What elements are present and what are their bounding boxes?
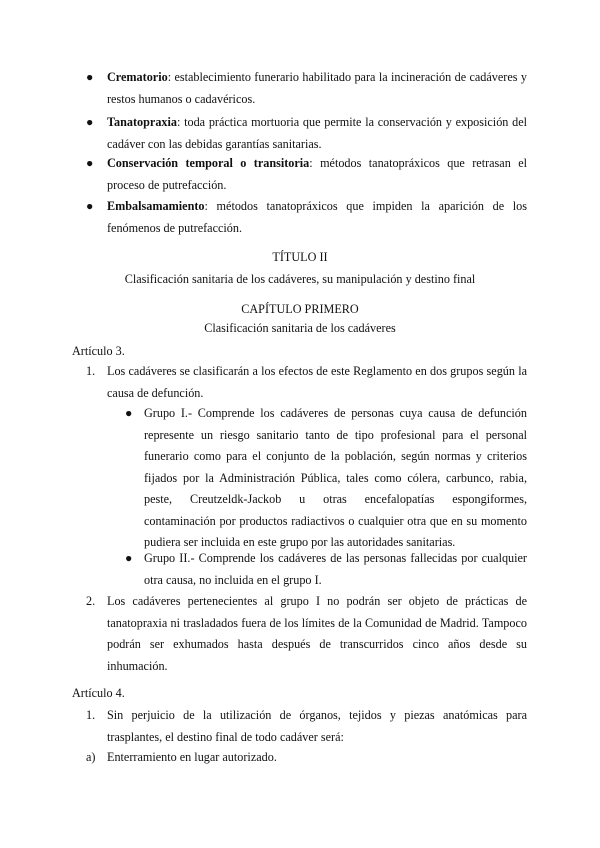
definition-text: : establecimiento funerario habilitado para la incineración de cadáveres y restos humanos o cadavéricos. [107,70,527,106]
articulo-3-item-1 [86,361,527,404]
item-letter: a) [86,750,96,764]
grupo-2 [125,548,527,591]
grupo-1 [125,403,527,554]
bullet-icon: ● [125,551,133,565]
titulo-heading: TÍTULO II [272,250,328,264]
definition-tanatopraxia [86,112,527,155]
definition-term: Tanatopraxia [107,115,177,129]
item-number: 1. [86,364,96,378]
bullet-icon: ● [86,156,94,170]
capitulo-subheading: Clasificación sanitaria de los cadáveres [204,321,396,335]
capitulo-heading: CAPÍTULO PRIMERO [241,302,359,316]
definition-text: : toda práctica mortuoria que permite la conservación y exposición del cadáver con las debidas garantías sanitarias. [107,115,527,151]
bullet-icon: ● [125,406,133,420]
grupo-text: Grupo I.- Comprende los cadáveres de personas cuya causa de defunción represente un riesgo sanitario tanto de tipo profesional para el personal funerario como para el conjunto de la población, según normas y criterios fijados por la Administración Pública, tales como cólera, carbunco, rabia, peste, Creutzeldk-Jackob u otras encefalopatías espongiformes, contaminación por productos radiactivos o cualquier otra que en su momento pudiera ser incluida en este grupo por las autoridades sanitarias. [144,406,527,549]
definition-term: Crematorio [107,70,168,84]
bullet-icon: ● [86,199,94,213]
definition-embalsamamiento [86,196,527,239]
item-text: Los cadáveres pertenecientes al grupo I no podrán ser objeto de prácticas de tanatopraxia ni trasladados fuera de los límites de la Comunidad de Madrid. Tampoco podrán ser exhumados hasta después de transcurridos cinco años desde su inhumación. [107,594,527,673]
articulo-4-label: Artículo 4. [72,686,125,700]
definition-term: Conservación temporal o transitoria [107,156,310,170]
definition-conservacion [86,153,527,196]
bullet-icon: ● [86,115,94,129]
item-text: Los cadáveres se clasificarán a los efectos de este Reglamento en dos grupos según la causa de defunción. [107,364,527,400]
item-number: 2. [86,594,96,608]
item-text: Enterramiento en lugar autorizado. [107,750,277,764]
articulo-4-option-a [86,747,527,769]
articulo-4-item-1 [86,705,527,748]
grupo-text: Grupo II.- Comprende los cadáveres de las personas fallecidas por cualquier otra causa, no incluida en el grupo I. [144,551,527,587]
definition-term: Embalsamamiento [107,199,205,213]
definition-text: : métodos tanatopráxicos que impiden la aparición de los fenómenos de putrefacción. [107,199,527,235]
item-text: Sin perjuicio de la utilización de órganos, tejidos y piezas anatómicas para trasplantes, el destino final de todo cadáver será: [107,708,527,744]
definition-crematorio [86,67,527,110]
articulo-3-label: Artículo 3. [72,344,125,358]
articulo-3-item-2 [86,591,527,677]
titulo-subheading: Clasificación sanitaria de los cadáveres, su manipulación y destino final [124,272,476,286]
bullet-icon: ● [86,70,94,84]
definition-text: : métodos tanatopráxicos que retrasan el proceso de putrefacción. [107,156,527,192]
item-number: 1. [86,708,96,722]
